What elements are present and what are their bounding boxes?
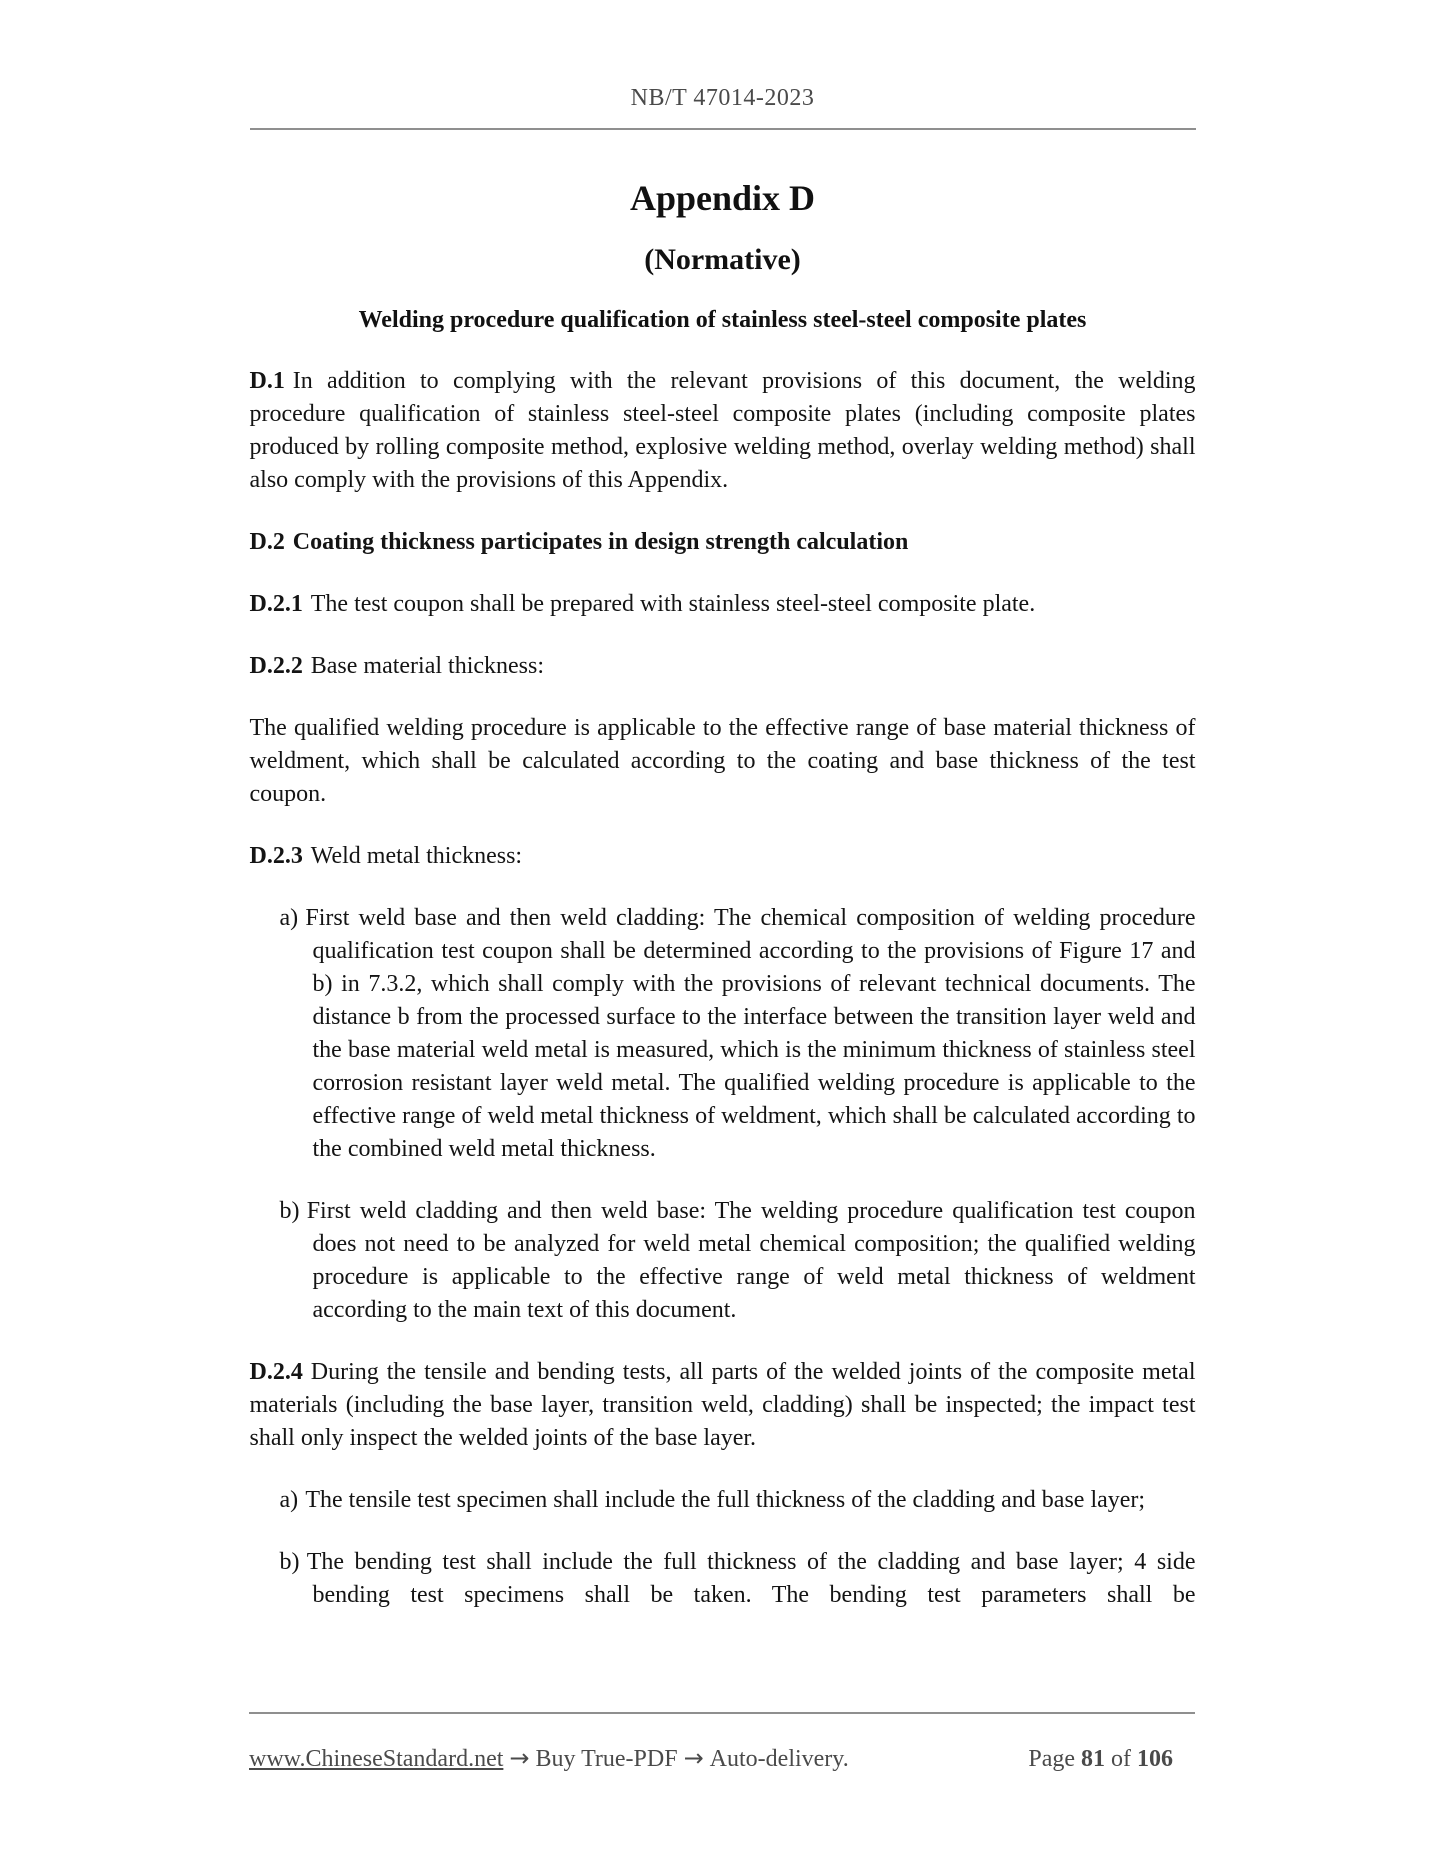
site-link[interactable]: www.ChineseStandard.net: [249, 1746, 504, 1772]
clause-text: Weld metal thickness:: [310, 843, 523, 869]
page-total: 106: [1137, 1746, 1173, 1772]
clause-number: D.2: [249, 529, 285, 555]
clause-text: During the tensile and bending tests, all parts of the welded joints of the composite metal materials (including the base layer, transition weld, cladding) shall be inspected; the impact test shall only inspect the welded joints of the base layer.: [249, 1359, 1196, 1451]
list-marker: b): [279, 1198, 300, 1224]
clause-text: Coating thickness participates in design strength calculation: [292, 529, 909, 555]
list-item-text: The tensile test specimen shall include the full thickness of the cladding and base layer;: [305, 1487, 1146, 1513]
footer-page-indicator: [1026, 1746, 1195, 1773]
list-item-text: The bending test shall include the full thickness of the cladding and base layer; 4 side bending test specimens shall be taken. The bending test parameters shall be: [306, 1549, 1196, 1608]
clause-d23: [250, 840, 1196, 873]
appendix-section-title: Welding procedure qualification of stainless steel-steel composite plates: [358, 307, 1087, 333]
list-marker: b): [279, 1549, 300, 1575]
list-item-text: First weld cladding and then weld base: The welding procedure qualification test coupon does not need to be analyzed for weld metal chemical composition; the qualified welding procedure is applicable to the effective range of weld metal thickness of weldment according to the main text of this document.: [306, 1198, 1196, 1323]
list-item-d23-b: [250, 1195, 1196, 1327]
arrow-icon: →: [683, 1744, 704, 1772]
clause-text: The qualified welding procedure is applicable to the effective range of base material thickness of weldment, which shall be calculated according to the coating and base thickness of the test coupon.: [249, 715, 1196, 807]
paragraph-base-material-thickness: [250, 712, 1196, 811]
clause-number: D.2.4: [249, 1359, 303, 1385]
page-current: 81: [1081, 1746, 1105, 1772]
footer-buy-text: Buy True-PDF: [535, 1746, 678, 1772]
clause-d21: [250, 588, 1196, 621]
list-item-d24-a: [250, 1484, 1196, 1517]
clause-text: The test coupon shall be prepared with stainless steel-steel composite plate.: [310, 591, 1036, 617]
document-content: [250, 0, 1196, 1612]
list-item-d24-b: [250, 1546, 1196, 1612]
running-header-doc-number: NB/T 47014-2023: [630, 85, 815, 111]
list-item-d23-a: [250, 902, 1196, 1166]
section-heading-d2: [250, 526, 1196, 559]
clause-number: D.1: [249, 368, 285, 394]
clause-number: D.2.1: [249, 591, 303, 617]
header-rule: [250, 128, 1196, 130]
list-marker: a): [279, 905, 299, 931]
list-item-text: First weld base and then weld cladding: The chemical composition of welding procedure qualification test coupon shall be determined according to the provisions of Figure 17 and b) in 7.3.2, which shall comply with the provisions of relevant technical documents. The distance b from the processed surface to the interface between the transition layer weld and the base material weld metal is measured, which is the minimum thickness of stainless steel corrosion resistant layer weld metal. The qualified welding procedure is applicable to the effective range of weld metal thickness of weldment, which shall be calculated according to the combined weld metal thickness.: [305, 905, 1196, 1162]
of-label: of: [1111, 1746, 1131, 1772]
arrow-icon: →: [509, 1744, 530, 1772]
clause-text: In addition to complying with the relevant provisions of this document, the welding procedure qualification of stainless steel-steel composite plates (including composite plates produced by rolling composite method, explosive welding method, overlay welding method) shall also comply with the provisions of this Appendix.: [249, 368, 1196, 493]
normative-label: (Normative): [644, 243, 801, 276]
page-title: Appendix D: [629, 178, 816, 218]
clause-d24: [250, 1356, 1196, 1455]
clause-number: D.2.3: [249, 843, 303, 869]
list-marker: a): [279, 1487, 299, 1513]
footer-source-line: [249, 1744, 849, 1773]
clause-text: Base material thickness:: [310, 653, 545, 679]
page-label: Page: [1028, 1746, 1075, 1772]
clause-d22: [250, 650, 1196, 683]
clause-number: D.2.2: [249, 653, 303, 679]
page-footer: [249, 1712, 1195, 1773]
clause-d1: [250, 365, 1196, 497]
footer-delivery-text: Auto-delivery.: [709, 1746, 849, 1772]
